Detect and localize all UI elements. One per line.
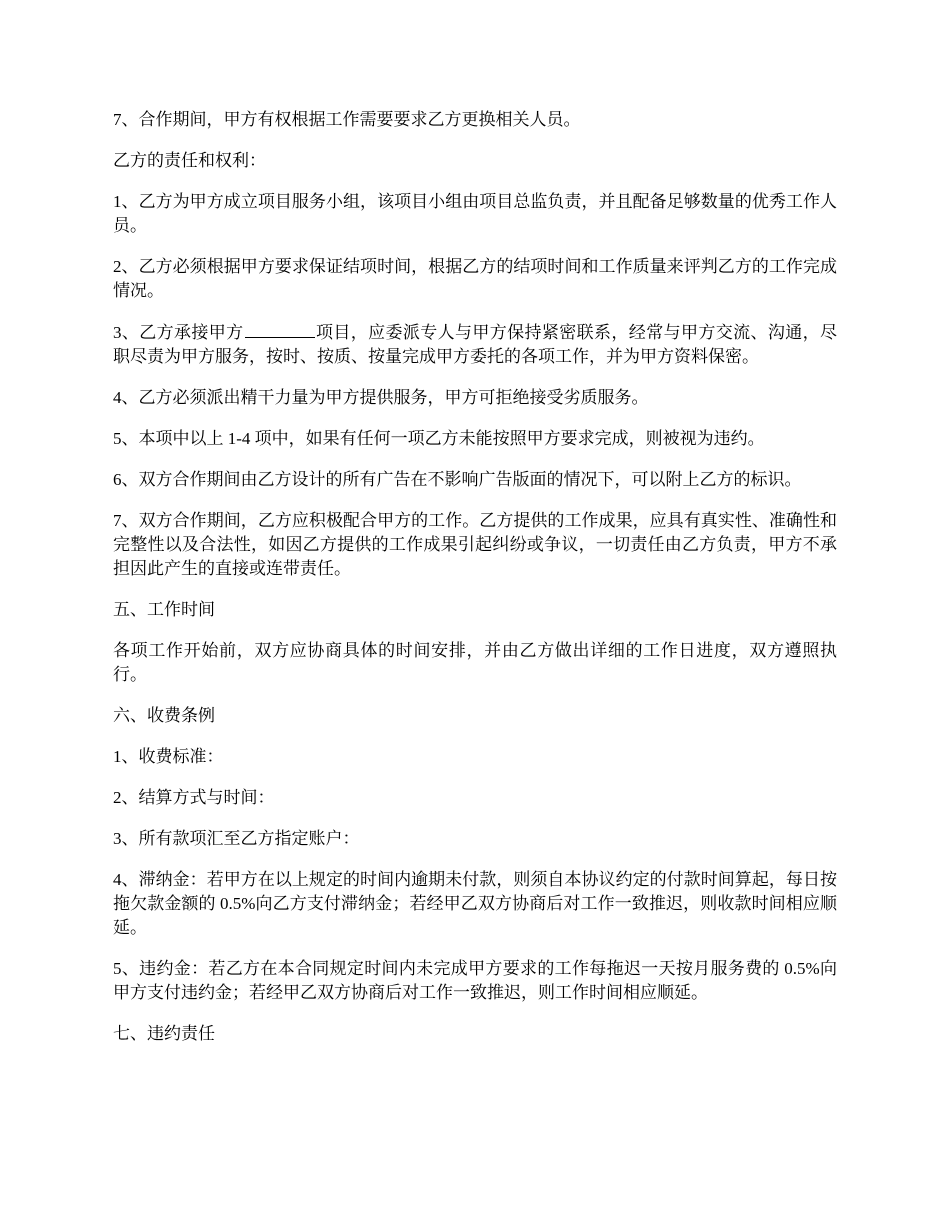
paragraph-penalty: 5、违约金：若乙方在本合同规定时间内未完成甲方要求的工作每拖迟一天按月服务费的 0.5%向甲方支付违约金；若经甲乙双方协商后对工作一致推迟，则工作时间相应顺延。: [113, 959, 837, 1002]
paragraph-party-b-item-6: 6、双方合作期间由乙方设计的所有广告在不影响广告版面的情况下，可以附上乙方的标识。: [113, 470, 802, 489]
paragraph-party-b-item-7: 7、双方合作期间，乙方应积极配合甲方的工作。乙方提供的工作成果，应具有真实性、准确性和完整性以及合法性，如因乙方提供的工作成果引起纠纷或争议，一切责任由乙方负责，甲方不承担因此产生的直接或连带责任。: [113, 511, 837, 578]
paragraph-party-b-item-1: 1、乙方为甲方成立项目服务小组，该项目小组由项目总监负责，并且配备足够数量的优秀工作人员。: [113, 192, 837, 235]
heading-party-b-duties: 乙方的责任和权利：: [113, 151, 266, 170]
paragraph-account: 3、所有款项汇至乙方指定账户：: [113, 829, 360, 848]
heading-work-time: 五、工作时间: [113, 600, 215, 619]
paragraph-party-b-item-2: 2、乙方必须根据甲方要求保证结项时间，根据乙方的结项时间和工作质量来评判乙方的工作完成情况。: [113, 257, 837, 300]
heading-breach-liability: 七、违约责任: [113, 1024, 215, 1043]
paragraph-fee-standard: 1、收费标准：: [113, 747, 224, 766]
paragraph-work-time: 各项工作开始前，双方应协商具体的时间安排，并由乙方做出详细的工作日进度，双方遵照执行。: [113, 641, 837, 684]
heading-fee-terms: 六、收费条例: [113, 706, 215, 725]
paragraph-party-b-item-4: 4、乙方必须派出精干力量为甲方提供服务，甲方可拒绝接受劣质服务。: [113, 388, 649, 407]
item-3-text-after: 项目，应委派专人与甲方保持紧密联系，经常与甲方交流、沟通，尽职尽责为甲方服务，按时、按质、按量完成甲方委托的各项工作，并为甲方资料保密。: [113, 323, 838, 366]
paragraph-party-b-item-3: [113, 320, 837, 369]
paragraph-party-b-item-5: 5、本项中以上 1-4 项中，如果有任何一项乙方未能按照甲方要求完成，则被视为违约。: [113, 429, 765, 448]
paragraph-party-a-right-7: 7、合作期间，甲方有权根据工作需要要求乙方更换相关人员。: [113, 110, 581, 129]
project-name-blank: [245, 320, 315, 338]
item-3-text-before: 3、乙方承接甲方: [113, 323, 244, 342]
document-page: [113, 108, 837, 1063]
paragraph-late-fee: 4、滞纳金：若甲方在以上规定的时间内逾期未付款，则须自本协议约定的付款时间算起，每日按拖欠款金额的 0.5%向乙方支付滞纳金；若经甲乙双方协商后对工作一致推迟，则收款时间相应顺延。: [113, 870, 837, 937]
paragraph-settlement: 2、结算方式与时间：: [113, 788, 275, 807]
